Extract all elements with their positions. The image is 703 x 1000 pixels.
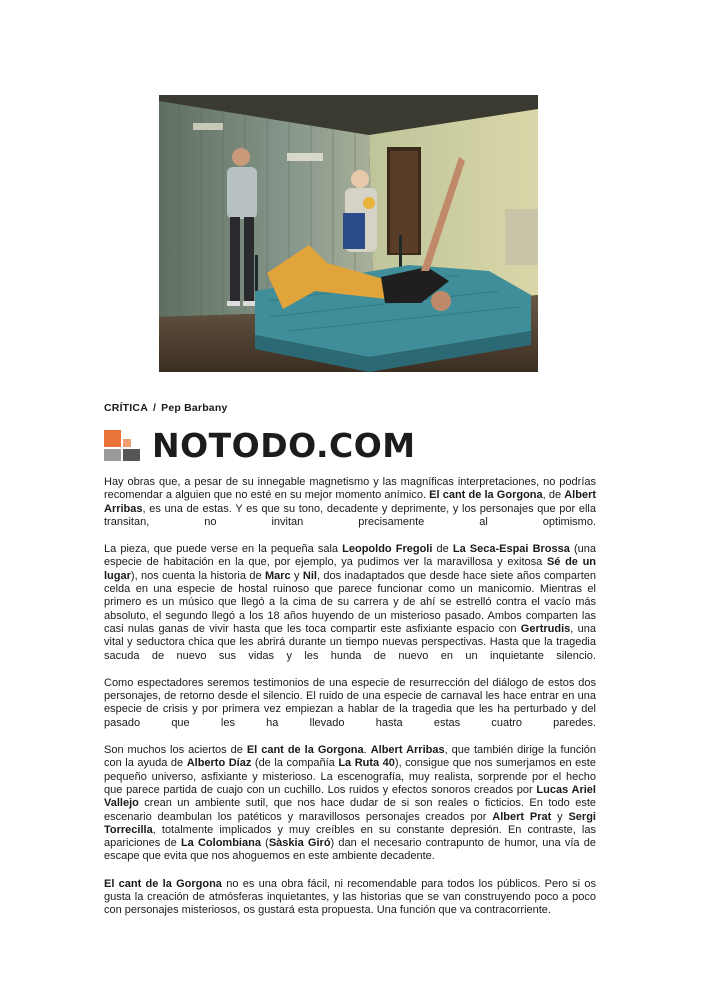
text-run: Como espectadores seremos testimonios de una especie de resurrección del diálogo de estos dos personajes, de retorno desde el silencio. El ruido de una especie de carnaval les hace entrar en una especie de crisis y por primera vez empiezan a hablar de la tragedia que les ha perturbado y del pasado que les ha llevado hasta estas cuatro paredes. [104, 676, 596, 729]
text-run: , dos inadaptados que desde hace siete años comparten celda en una especie de hostal ruinoso que parece funcionar como un manicomio. Mientras el primero es un músico que llegó a la cima de su carrera y de ahí se estrelló contra el vacío más absoluto, el segundo llegó a los 18 años huyendo de un misterioso pasado. Ambos comparten las casi nulas ganas de vivir hasta que les toca compartir este asfixiante espacio con [104, 569, 596, 635]
highlighted-name: La Ruta 40 [338, 757, 395, 770]
text-run: y [551, 810, 569, 823]
text-run: Son muchos los aciertos de [104, 744, 247, 757]
article-paragraph [104, 476, 596, 529]
highlighted-name: Sàskia Giró [268, 837, 331, 850]
article-body [104, 476, 596, 932]
highlighted-name: Albert Prat [492, 810, 552, 823]
highlighted-name: Albert Arribas [104, 489, 597, 515]
notodo-logo [104, 426, 416, 465]
article-paragraph [104, 744, 596, 864]
text-run: no es una obra fácil, ni recomendable para todos los públicos. Pero si os gusta la creación de atmósferas inquietantes, y las historias que se van construyendo poco a poco con personajes misteriosos, os gustará esta propuesta. Una función que va contracorriente. [104, 877, 596, 917]
text-run: ) dan el necesario contrapunto de humor, una vía de escape que evita que nos ahoguemos en este ambiente decadente. [104, 837, 596, 863]
theatre-scene-photo [159, 95, 538, 372]
highlighted-name: Sé de un lugar [104, 556, 597, 582]
text-run: , totalmente implicados y muy creíbles en su constante depresión. En contraste, las apariciones de [104, 823, 596, 850]
byline [104, 402, 228, 414]
text-run: (una especie de habitación en la que, por ejemplo, ya pudimos ver la maravillosa y exitosa [104, 543, 597, 569]
byline-separator: / [152, 402, 157, 414]
text-run: (de la compañía [251, 757, 339, 770]
text-run: La pieza, que puede verse en la pequeña sala [104, 543, 343, 556]
highlighted-name: El cant de la Gorgona [104, 877, 222, 890]
highlighted-name: La Seca-Espai Brossa [452, 543, 570, 556]
text-run: ), consigue que nos sumerjamos en este pequeño universo, asfixiante y misterioso. La escenografía, muy realista, sorprende por el hecho que parece partida de cuajo con un cuchillo. Los ruidos y efectos sonoros creados por [104, 757, 596, 796]
text-run: y [290, 569, 303, 582]
highlighted-name: La Colombiana [180, 837, 261, 850]
byline-author: Pep Barbany [161, 402, 228, 414]
text-run: , de [542, 489, 565, 502]
logo-square-4 [123, 449, 140, 461]
text-run: crean un ambiente sutil, que nos hace dudar de si son reales o ficticios. En todo este escenario deambulan los patéticos y maravillosos personajes creados por [104, 797, 596, 823]
article-paragraph [104, 543, 596, 663]
highlighted-name: Albert Arribas [370, 744, 445, 757]
logo-square-2 [123, 439, 131, 447]
logo-square-1 [104, 430, 121, 447]
text-run: , que también dirige la función con la ayuda de [104, 744, 597, 770]
highlighted-name: Lucas Ariel Vallejo [104, 783, 596, 810]
highlighted-name: El cant de la Gorgona [429, 489, 543, 502]
article-paragraph [104, 677, 596, 730]
text-run: ), nos cuenta la historia de [130, 569, 265, 582]
highlighted-name: Gertrudis [520, 622, 571, 635]
highlighted-name: El cant de la Gorgona [246, 744, 364, 757]
article-paragraph [104, 878, 596, 918]
text-run: de [432, 543, 453, 556]
text-run: ( [260, 837, 269, 850]
logo-square-3 [104, 449, 121, 461]
highlighted-name: Marc [264, 569, 291, 582]
text-run: Hay obras que, a pesar de su innegable magnetismo y las magníficas interpretaciones, no podrías recomendar a alguien que no esté en su mejor momento anímico. [104, 476, 596, 502]
text-run: . [363, 744, 371, 757]
highlighted-name: Nil [302, 569, 317, 582]
text-run: , es una de estas. Y es que su tono, decadente y deprimente, y los personajes que por ella transitan, no invitan precisamente al optimismo. [104, 502, 596, 528]
text-run: , una vital y seductora chica que les abrirá durante un tiempo nuevas perspectivas. Hasta que la tragedia sacuda de nuevo sus vidas y les hunda de nuevo en un inquietante silencio. [104, 622, 596, 662]
highlighted-name: Sergi Torrecilla [104, 810, 596, 836]
highlighted-name: Leopoldo Fregoli [342, 543, 433, 556]
highlighted-name: Alberto Díaz [186, 757, 252, 770]
logo-text: NOTODO.COM [152, 426, 416, 465]
byline-section: CRÍTICA [104, 402, 148, 414]
